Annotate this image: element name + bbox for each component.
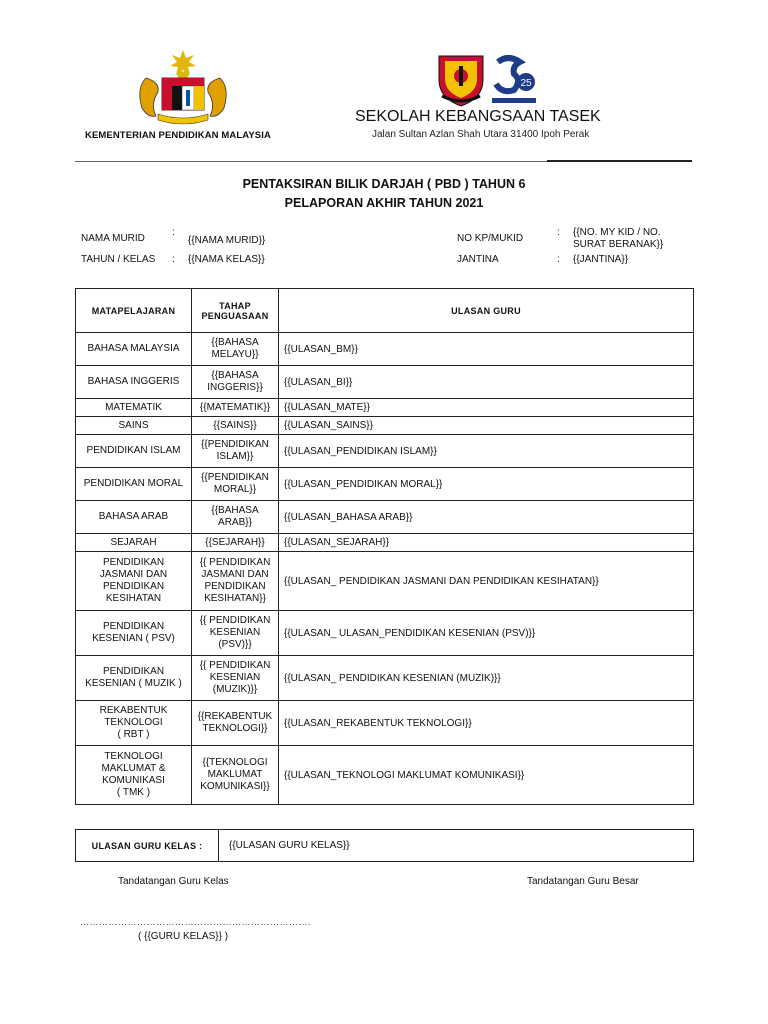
table-row [76, 333, 694, 366]
subject-name-cell-line: MATEMATIK [105, 401, 162, 413]
mastery-level-cell-line: ARAB}} [218, 517, 252, 528]
class-teacher-signature-label: Tandatangan Guru Kelas [118, 876, 229, 887]
mastery-level-cell-line: {{ PENDIDIKAN [199, 615, 271, 626]
mastery-level-cell-line: {{MATEMATIK}} [199, 401, 271, 413]
teacher-comment-cell: {{ULASAN_BI}} [279, 366, 694, 399]
subject-name-cell [76, 552, 192, 611]
subject-name-cell-line: KESENIAN ( MUZIK ) [85, 678, 182, 689]
mastery-level-cell-line: INGGERIS}} [207, 382, 263, 393]
anniversary-badge-text: 25 [520, 78, 532, 89]
mastery-level-cell [192, 501, 279, 534]
table-row [76, 501, 694, 534]
mastery-level-cell-line: ISLAM}} [216, 451, 254, 462]
mastery-level-cell-line: MELAYU}} [211, 349, 259, 360]
class-teacher-name: ( {{GURU KELAS}} ) [138, 931, 229, 942]
subject-name-cell [76, 611, 192, 656]
header-subject: MATAPELAJARAN [76, 289, 192, 333]
subject-name-cell-line: BAHASA INGGERIS [87, 376, 180, 387]
table-row [76, 366, 694, 399]
subject-name-cell-line: REKABENTUK [99, 705, 168, 716]
mastery-level-cell-line: MAKLUMAT [207, 769, 263, 780]
teacher-comment-cell: {{ULASAN_REKABENTUK TEKNOLOGI}} [279, 701, 694, 746]
mastery-level-cell-line: {{ PENDIDIKAN [199, 660, 271, 671]
mastery-level-cell-line: {{TEKNOLOGI [202, 757, 268, 768]
mastery-level-cell [192, 656, 279, 701]
gender-value: {{JANTINA}} [573, 254, 629, 265]
mastery-level-cell-line: (PSV)}} [218, 639, 252, 650]
teacher-comment-cell: {{ULASAN_ PENDIDIKAN KESENIAN (MUZIK)}} [279, 656, 694, 701]
subject-name-cell [76, 468, 192, 501]
student-name-value: {{NAMA MURID}} [188, 235, 266, 246]
class-teacher-comment-table [75, 829, 694, 862]
ic-number-colon: : [557, 227, 560, 238]
gender-label: JANTINA [457, 254, 499, 265]
mastery-level-cell-line: TEKNOLOGI}} [202, 723, 268, 734]
ic-number-value-line2: SURAT BERANAK}} [573, 239, 664, 250]
teacher-comment-cell: {{ULASAN_BM}} [279, 333, 694, 366]
subject-name-cell [76, 701, 192, 746]
mastery-level-cell-line: {{ PENDIDIKAN [199, 557, 271, 568]
table-row [76, 468, 694, 501]
header-level [192, 289, 279, 333]
header-divider-thin [75, 161, 547, 162]
mastery-level-cell-line: MORAL}} [213, 484, 257, 495]
table-row [76, 552, 694, 611]
mastery-level-cell [192, 701, 279, 746]
subject-name-cell-line: SAINS [118, 419, 149, 431]
report-subtitle: PELAPORAN AKHIR TAHUN 2021 [284, 196, 484, 210]
mastery-level-cell-line: KESENIAN [209, 672, 261, 683]
ic-number-value-line1: {{NO. MY KID / NO. [573, 227, 661, 238]
mastery-level-cell-line: {{PENDIDIKAN [201, 472, 269, 483]
class-label: TAHUN / KELAS [81, 254, 156, 265]
teacher-comment-cell: {{ULASAN_BAHASA ARAB}} [279, 501, 694, 534]
mastery-level-cell-line: KOMUNIKASI}} [200, 781, 270, 792]
headmaster-signature-label: Tandatangan Guru Besar [527, 876, 639, 887]
subject-name-cell-line: PENDIDIKAN [102, 666, 165, 677]
subject-name-cell-line: TEKNOLOGI [104, 717, 163, 728]
subject-name-cell-line: BAHASA MALAYSIA [87, 343, 180, 354]
subject-name-cell-line: BAHASA ARAB [98, 511, 169, 522]
mastery-level-cell-line: {{REKABENTUK [197, 711, 273, 722]
mastery-level-cell-line: (MUZIK)}} [212, 684, 258, 695]
mastery-level-cell-line: {{PENDIDIKAN [201, 439, 269, 450]
table-row [76, 746, 694, 805]
subject-name-cell-line: SEJARAH [110, 536, 157, 548]
subject-name-cell-line: ( RBT ) [117, 729, 150, 740]
mastery-level-cell [192, 435, 279, 468]
mastery-level-cell-line: {{BAHASA [211, 337, 259, 348]
mastery-level-cell [192, 746, 279, 805]
subject-name-cell-line: MAKLUMAT & [101, 763, 166, 774]
mastery-level-cell [192, 468, 279, 501]
ministry-name: KEMENTERIAN PENDIDIKAN MALAYSIA [85, 130, 271, 141]
mastery-level-cell-line: KESENIAN [209, 627, 261, 638]
subject-name-cell-line: JASMANI DAN [99, 569, 168, 580]
table-row [76, 534, 694, 552]
table-row [76, 701, 694, 746]
mastery-level-cell-line: KESIHATAN}} [204, 593, 266, 604]
subject-name-cell [76, 656, 192, 701]
student-name-label: NAMA MURID [81, 233, 145, 244]
subject-name-cell-line: ( TMK ) [116, 787, 151, 798]
subject-name-cell-line: PENDIDIKAN [102, 621, 165, 632]
mastery-level-cell [192, 333, 279, 366]
table-row [76, 417, 694, 435]
signature-line: ………………………………………………………………. [80, 917, 312, 927]
subject-name-cell-line: PENDIDIKAN [102, 557, 165, 568]
class-value: {{NAMA KELAS}} [188, 254, 265, 265]
teacher-comment-cell: {{ULASAN_ PENDIDIKAN JASMANI DAN PENDIDIKAN KESIHATAN}} [279, 552, 694, 611]
teacher-comment-cell: {{ULASAN_SAINS}} [279, 417, 694, 435]
mastery-level-cell [192, 611, 279, 656]
school-address: Jalan Sultan Azlan Shah Utara 31400 Ipoh Perak [372, 129, 590, 140]
mastery-level-cell-line: {{BAHASA [211, 370, 259, 381]
teacher-comment-cell: {{ULASAN_PENDIDIKAN MORAL}} [279, 468, 694, 501]
subject-name-cell-line: PENDIDIKAN [102, 581, 165, 592]
mastery-level-cell-line: {{SEJARAH}} [205, 536, 265, 548]
header-divider-thick [547, 160, 692, 162]
school-anniversary-logo [490, 52, 538, 108]
subject-name-cell [76, 366, 192, 399]
header-level-line1: TAHAP [219, 300, 251, 311]
mastery-level-cell-line: PENDIDIKAN [204, 581, 266, 592]
subject-name-cell [76, 746, 192, 805]
teacher-comment-cell: {{ULASAN_PENDIDIKAN ISLAM}} [279, 435, 694, 468]
gender-colon: : [557, 254, 560, 265]
class-teacher-comment-value: {{ULASAN GURU KELAS}} [219, 830, 694, 862]
table-row [76, 611, 694, 656]
class-teacher-comment-label: ULASAN GURU KELAS : [76, 830, 219, 862]
subject-name-cell [76, 435, 192, 468]
teacher-comment-cell: {{ULASAN_TEKNOLOGI MAKLUMAT KOMUNIKASI}} [279, 746, 694, 805]
mastery-level-cell [192, 399, 279, 417]
ic-number-value [573, 227, 663, 251]
mastery-level-cell [192, 534, 279, 552]
student-name-colon: : [172, 227, 175, 238]
subject-name-cell-line: KOMUNIKASI [102, 775, 165, 786]
ministry-crest-logo [128, 48, 238, 130]
subject-name-cell-line: PENDIDIKAN MORAL [83, 478, 184, 489]
school-name: SEKOLAH KEBANGSAAN TASEK [355, 108, 601, 125]
teacher-comment-cell: {{ULASAN_SEJARAH}} [279, 534, 694, 552]
school-shield-logo [436, 52, 486, 108]
header-comment: ULASAN GURU [279, 289, 694, 333]
table-row [76, 656, 694, 701]
mastery-level-cell-line: {{SAINS}} [213, 419, 257, 431]
subject-name-cell [76, 501, 192, 534]
table-row [76, 435, 694, 468]
subject-name-cell [76, 333, 192, 366]
mastery-level-cell-line: JASMANI DAN [201, 569, 269, 580]
header-level-line2: PENGUASAAN [201, 310, 269, 321]
teacher-comment-cell: {{ULASAN_ ULASAN_PENDIDIKAN KESENIAN (PSV)}} [279, 611, 694, 656]
subject-name-cell [76, 534, 192, 552]
subject-name-cell-line: TEKNOLOGI [104, 751, 163, 762]
mastery-level-cell [192, 552, 279, 611]
subjects-table [75, 288, 694, 805]
subject-name-cell [76, 399, 192, 417]
subject-name-cell-line: KESENIAN ( PSV) [92, 633, 175, 644]
ic-number-label: NO KP/MUKID [457, 233, 524, 244]
subject-name-cell-line: PENDIDIKAN ISLAM [86, 445, 181, 456]
table-row [76, 399, 694, 417]
subject-name-cell [76, 417, 192, 435]
mastery-level-cell [192, 417, 279, 435]
subject-name-cell-line: KESIHATAN [105, 593, 162, 604]
table-header-row [76, 289, 694, 333]
teacher-comment-cell: {{ULASAN_MATE}} [279, 399, 694, 417]
mastery-level-cell [192, 366, 279, 399]
report-title: PENTAKSIRAN BILIK DARJAH ( PBD ) TAHUN 6 [242, 177, 526, 191]
mastery-level-cell-line: {{BAHASA [211, 505, 259, 516]
class-colon: : [172, 254, 175, 265]
